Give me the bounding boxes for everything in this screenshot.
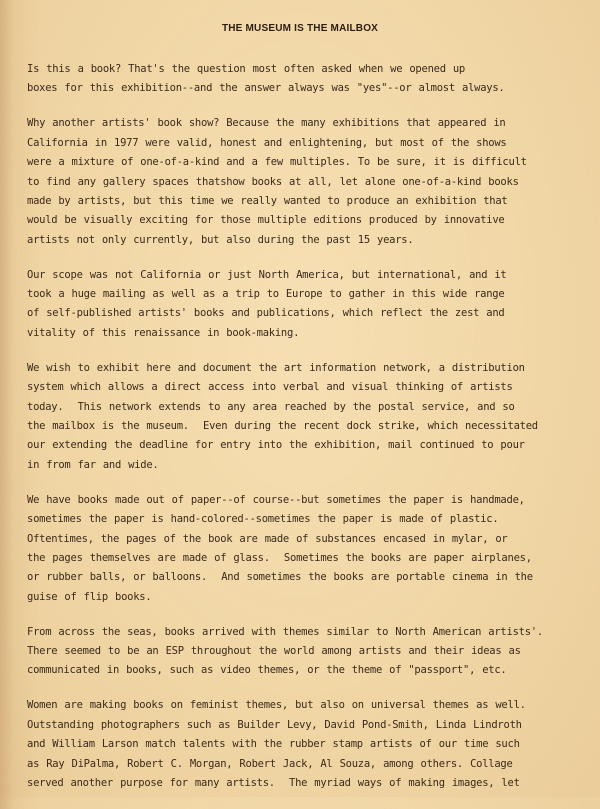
text-line: the mailbox is the museum. Even during the recent dock strike, which necessitated [27,420,538,432]
paragraph [27,623,587,681]
text-line: We wish to exhibit here and document the art information network, a distribution [27,361,525,374]
text-line: artists not only currently, but also during the past 15 years. [27,233,414,246]
text-line: boxes for this exhibition--and the answer always was "yes"--or almost always. [27,82,505,95]
page-title: THE MUSEUM IS THE MAILBOX [221,23,379,34]
text-line: communicated in books, such as video themes, or the theme of "passport", etc. [27,664,507,677]
text-line: guise of flip books. [27,590,152,603]
text-line: and William Larson match talents with the rubber stamp artists of our time such [27,738,520,751]
text-line: would be visually exciting for those multiple editions produced by innovative [27,214,505,227]
paragraph [27,114,587,250]
text-line: today. This network extends to any area reached by the postal service, and so [27,400,515,413]
text-line: took a huge mailing as well as a trip to Europe to gather in this wide range [27,288,505,301]
paragraph [27,60,587,99]
paragraph [27,266,587,344]
text-line: Is this a book? That's the question most often asked when we opened up [27,63,466,75]
text-line: system which allows a direct access into verbal and visual thinking of artists [27,381,513,394]
text-line: made by artists, but this time we really wanted to produce an exhibition that [27,194,508,207]
text-line: were a mixture of one-of-a-kind and a few multiples. To be sure, it is difficult [27,156,527,169]
paragraph [27,491,587,607]
text-line: of self-published artists' books and publications, which reflect the zest and [27,307,505,320]
text-line: Why another artists' book show? Because the many exhibitions that appeared in [27,117,506,130]
text-line: sometimes the paper is hand-colored--sometimes the paper is made of plastic. [27,513,499,526]
text-line: or rubber balls, or balloons. And sometimes the books are portable cinema in the [27,571,533,584]
text-line: to find any gallery spaces thatshow books at all, let alone one-of-a-kind books [27,175,519,188]
text-line: Women are making books on feminist themes, but also on universal themes as well. [27,699,526,712]
text-line: From across the seas, books arrived with themes similar to North American artists'. [27,625,543,638]
text-line: served another purpose for many artists. The myriad ways of making images, let [27,777,520,789]
text-line: We have books made out of paper--of course--but sometimes the paper is handmade, [27,493,525,506]
text-line: Oftentimes, the pages of the book are made of substances encased in mylar, or [27,532,508,545]
text-line: as Ray DiPalma, Robert C. Morgan, Robert Jack, Al Souza, among others. Collage [27,757,513,770]
text-line: in from far and wide. [27,458,159,471]
document-body [27,60,587,809]
text-line: the pages themselves are made of glass. Sometimes the books are paper airplanes, [27,551,532,564]
paragraph [27,359,587,475]
text-line: There seemed to be an ESP throughout the world among artists and their ideas as [27,645,521,658]
text-line: Our scope was not California or just North America, but international, and it [27,268,507,281]
text-line: vitality of this renaissance in book-making. [27,326,300,339]
text-line: California in 1977 were valid, honest and enlightening, but most of the shows [27,136,507,149]
text-line: our extending the deadline for entry into the exhibition, mail continued to pour [27,439,525,452]
text-line: Outstanding photographers such as Builder Levy, David Pond-Smith, Linda Lindroth [27,718,522,731]
paragraph [27,696,587,793]
